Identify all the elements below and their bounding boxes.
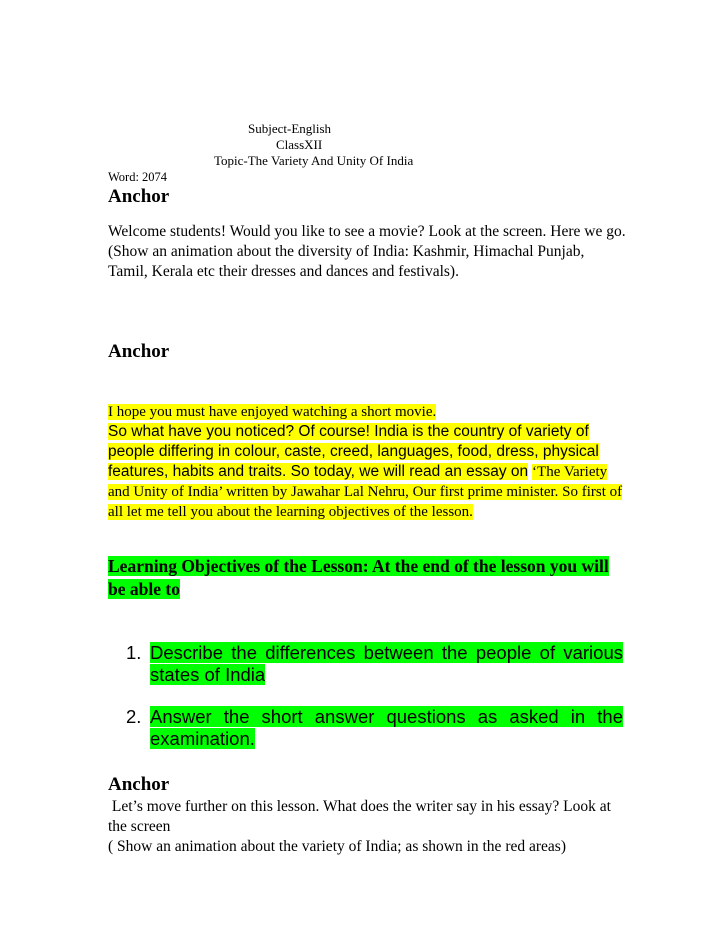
subject-line: Subject-English <box>248 121 332 136</box>
movie-line-2: So what have you noticed? Of course! India is the country of variety of people differing in colour, caste, creed, languages, food, dress, physical features, habits and traits. So today, we will read an essay on <box>108 423 599 480</box>
objectives-list <box>108 642 623 750</box>
welcome-text: Welcome students! Would you like to see a movie? Look at the screen. Here we go. <box>108 223 626 240</box>
animation-instruction-2: ( Show an animation about the variety of India; as shown in the red areas) <box>108 838 566 855</box>
objective-number-2: 2. <box>126 706 142 727</box>
learning-objectives-heading <box>108 555 623 601</box>
anchor-heading-1: Anchor <box>108 186 170 207</box>
movie-paragraph <box>108 402 626 522</box>
word-count: Word: 2074 <box>108 170 168 184</box>
learning-objectives-text: Learning Objectives of the Lesson: At the end of the lesson you will be able to <box>108 556 609 599</box>
movie-line-1: I hope you must have enjoyed watching a short movie. <box>108 404 437 420</box>
welcome-paragraph <box>108 222 626 282</box>
movie-line-3: ‘The Variety and Unity of India’ written by Jawahar Lal Nehru, Our first prime minister. So first of all let me tell you about the learning objectives of the lesson. <box>108 464 623 520</box>
class-line: ClassXII <box>276 137 323 152</box>
objective-number-1: 1. <box>126 642 142 663</box>
animation-instruction-1: (Show an animation about the diversity of India: Kashmir, Himachal Punjab, Tamil, Kerala etc their dresses and dances and festivals). <box>108 243 585 280</box>
anchor-heading-2: Anchor <box>108 341 170 362</box>
objective-text-2: Answer the short answer questions as asked in the examination. <box>150 706 623 749</box>
objective-text-1: Describe the differences between the people of various states of India <box>150 642 623 685</box>
anchor-heading-3: Anchor <box>108 774 170 795</box>
move-further-text <box>108 797 626 837</box>
move-further-line: Let’s move further on this lesson. What does the writer say in his essay? Look at the screen <box>108 798 611 835</box>
move-further-paragraph <box>108 797 626 857</box>
objective-item-1 <box>108 642 623 686</box>
topic-line: Topic-The Variety And Unity Of India <box>214 153 414 168</box>
objective-item-2 <box>108 706 623 750</box>
